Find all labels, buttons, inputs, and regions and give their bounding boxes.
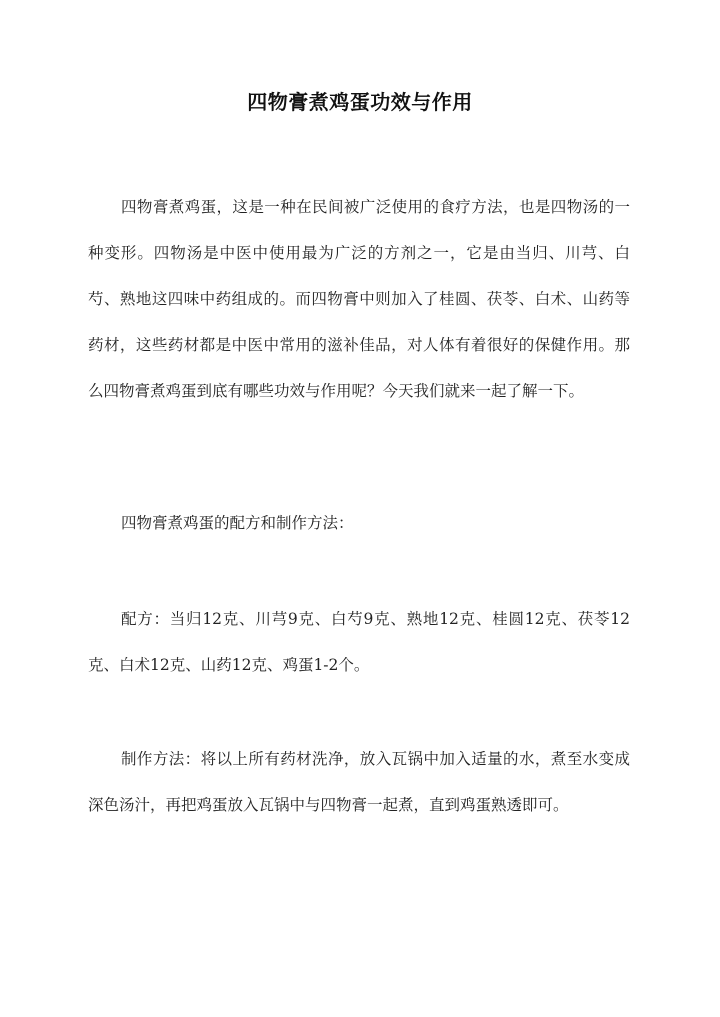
document-title: 四物膏煮鸡蛋功效与作用 (247, 90, 473, 114)
recipe-heading-paragraph: 四物膏煮鸡蛋的配方和制作方法： (121, 514, 354, 532)
intro-paragraph: 四物膏煮鸡蛋，这是一种在民间被广泛使用的食疗方法，也是四物汤的一种变形。四物汤是中医中使用最为广泛的方剂之一，它是由当归、川芎、白芍、熟地这四味中药组成的。而四物膏中则加入了桂圆、茯苓、白术、山药等药材，这些药材都是中医中常用的滋补佳品，对人体有着很好的保健作用。那么四物膏煮鸡蛋到底有哪些功效与作用呢？今天我们就来一起了解一下。 (88, 198, 630, 400)
method-paragraph: 制作方法：将以上所有药材洗净，放入瓦锅中加入适量的水，煮至水变成深色汤汁，再把鸡蛋放入瓦锅中与四物膏一起煮，直到鸡蛋熟透即可。 (88, 750, 630, 814)
ingredients-paragraph: 配方：当归12克、川芎9克、白芍9克、熟地12克、桂圆12克、茯苓12克、白术12克、山药12克、鸡蛋1-2个。 (88, 610, 630, 674)
